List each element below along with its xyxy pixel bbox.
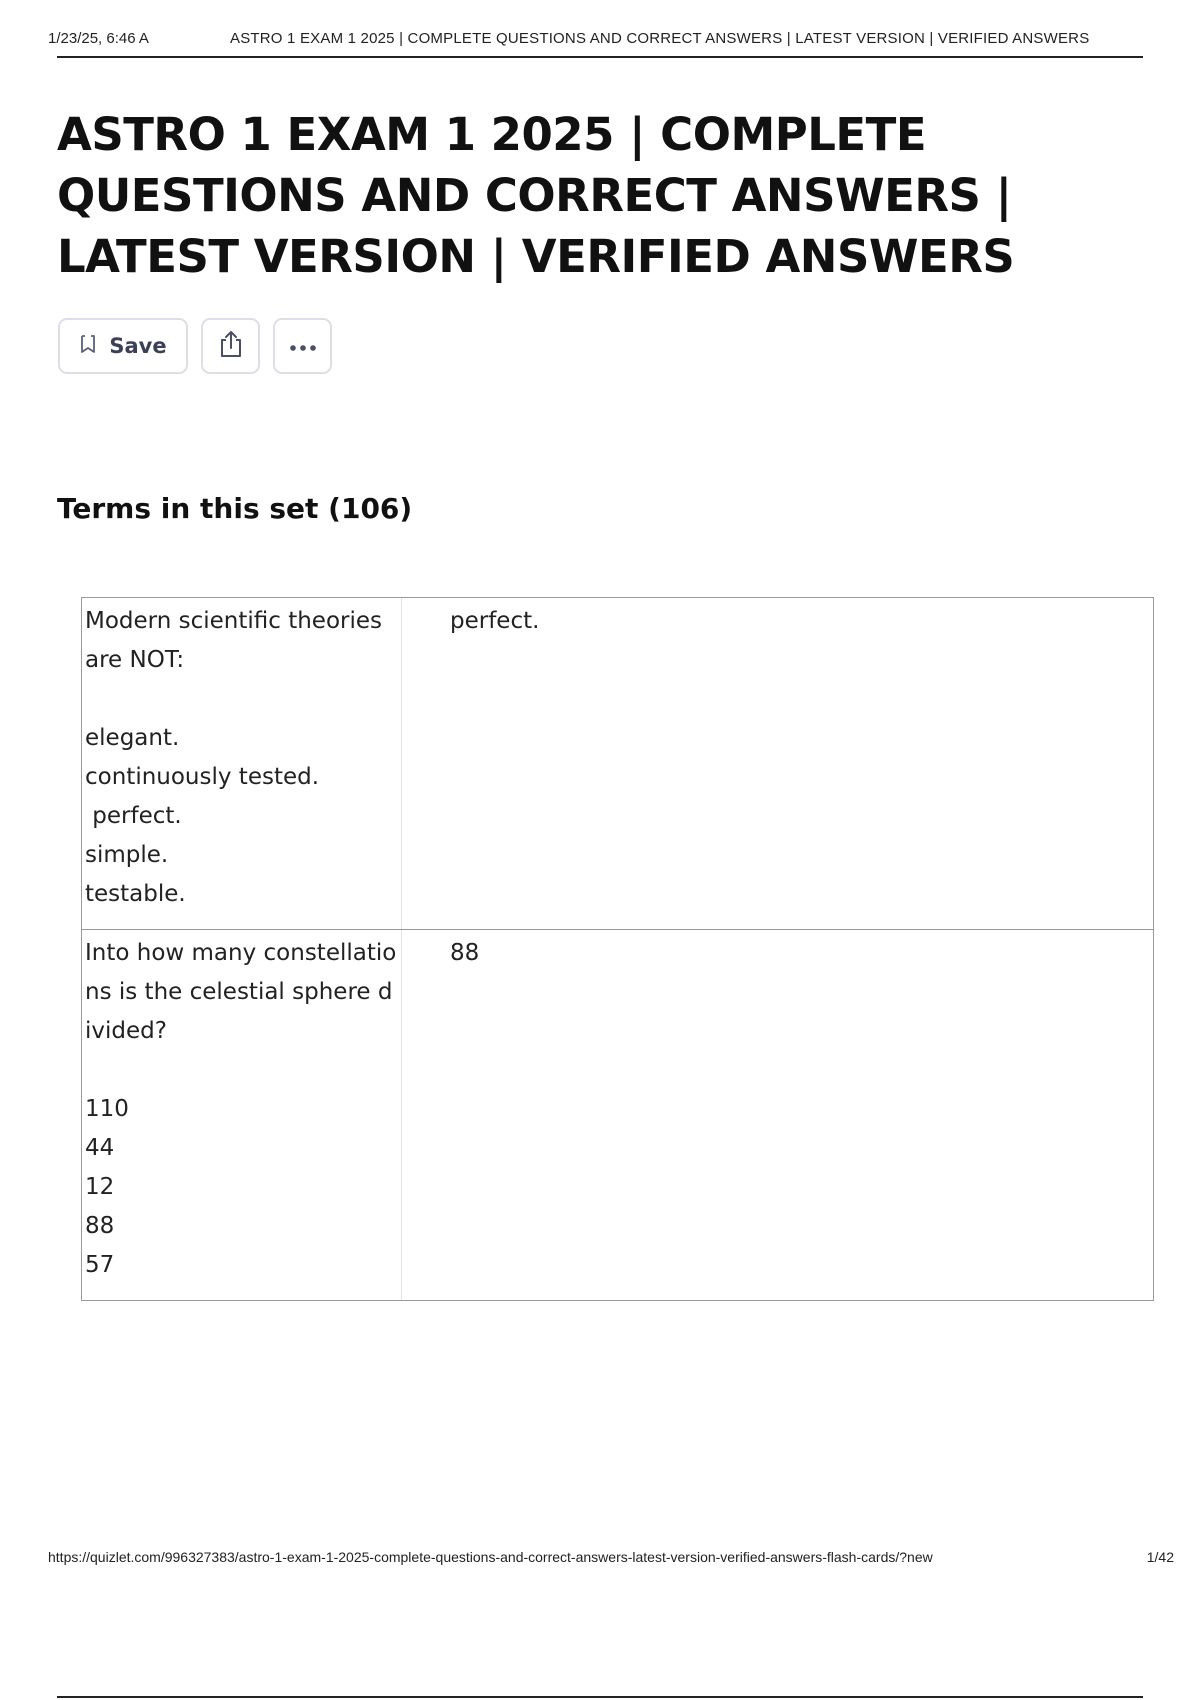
term-answer-cell [402,598,1153,929]
option-item: 110 [85,1096,129,1122]
page-number: 1/42 [1146,1549,1174,1565]
action-toolbar [58,318,332,374]
print-footer [48,1549,1174,1565]
answer-text: perfect. [450,608,540,634]
option-item: testable. [85,881,186,907]
share-button[interactable] [201,318,260,374]
option-item: perfect. [85,803,182,829]
header-divider [57,56,1143,58]
terms-heading: Terms in this set (106) [57,492,413,525]
print-header-title: ASTRO 1 EXAM 1 2025 | COMPLETE QUESTIONS AND CORRECT ANSWERS | LATEST VERSION | VERIFIED ANSWERS [230,30,1090,47]
bookmark-icon [79,334,97,359]
term-question-cell [82,598,402,929]
page-title: ASTRO 1 EXAM 1 2025 | COMPLETE QUESTIONS AND CORRECT ANSWERS | LATEST VERSION | VERIFIED ANSWERS [57,108,1015,283]
term-answer-cell [402,930,1153,1300]
terms-table [81,597,1154,1301]
option-item: 12 [85,1174,115,1200]
option-item: 88 [85,1213,115,1239]
term-row [82,930,1153,1300]
footer-divider [57,1696,1143,1698]
print-header [48,30,1186,47]
print-date: 1/23/25, 6:46 A [48,30,149,47]
save-label: Save [109,334,167,358]
footer-url: https://quizlet.com/996327383/astro-1-exam-1-2025-complete-questions-and-correct-answers-latest-version-verified-answers-flash-cards/?new [48,1549,933,1565]
term-row [82,598,1153,930]
answer-options [85,719,397,914]
term-question-cell [82,930,402,1300]
question-text: Into how many constellations is the celestial sphere divided? [85,940,397,1044]
option-item: 57 [85,1252,115,1278]
more-options-button[interactable] [273,318,332,374]
share-icon [217,329,245,363]
option-item: 44 [85,1135,115,1161]
option-item: elegant. [85,725,180,751]
question-text: Modern scientific theories are NOT: [85,608,390,673]
save-button[interactable] [58,318,188,374]
answer-text: 88 [450,940,480,966]
more-icon [288,337,318,356]
answer-options [85,1090,397,1285]
option-item: continuously tested. [85,764,320,790]
option-item: simple. [85,842,169,868]
